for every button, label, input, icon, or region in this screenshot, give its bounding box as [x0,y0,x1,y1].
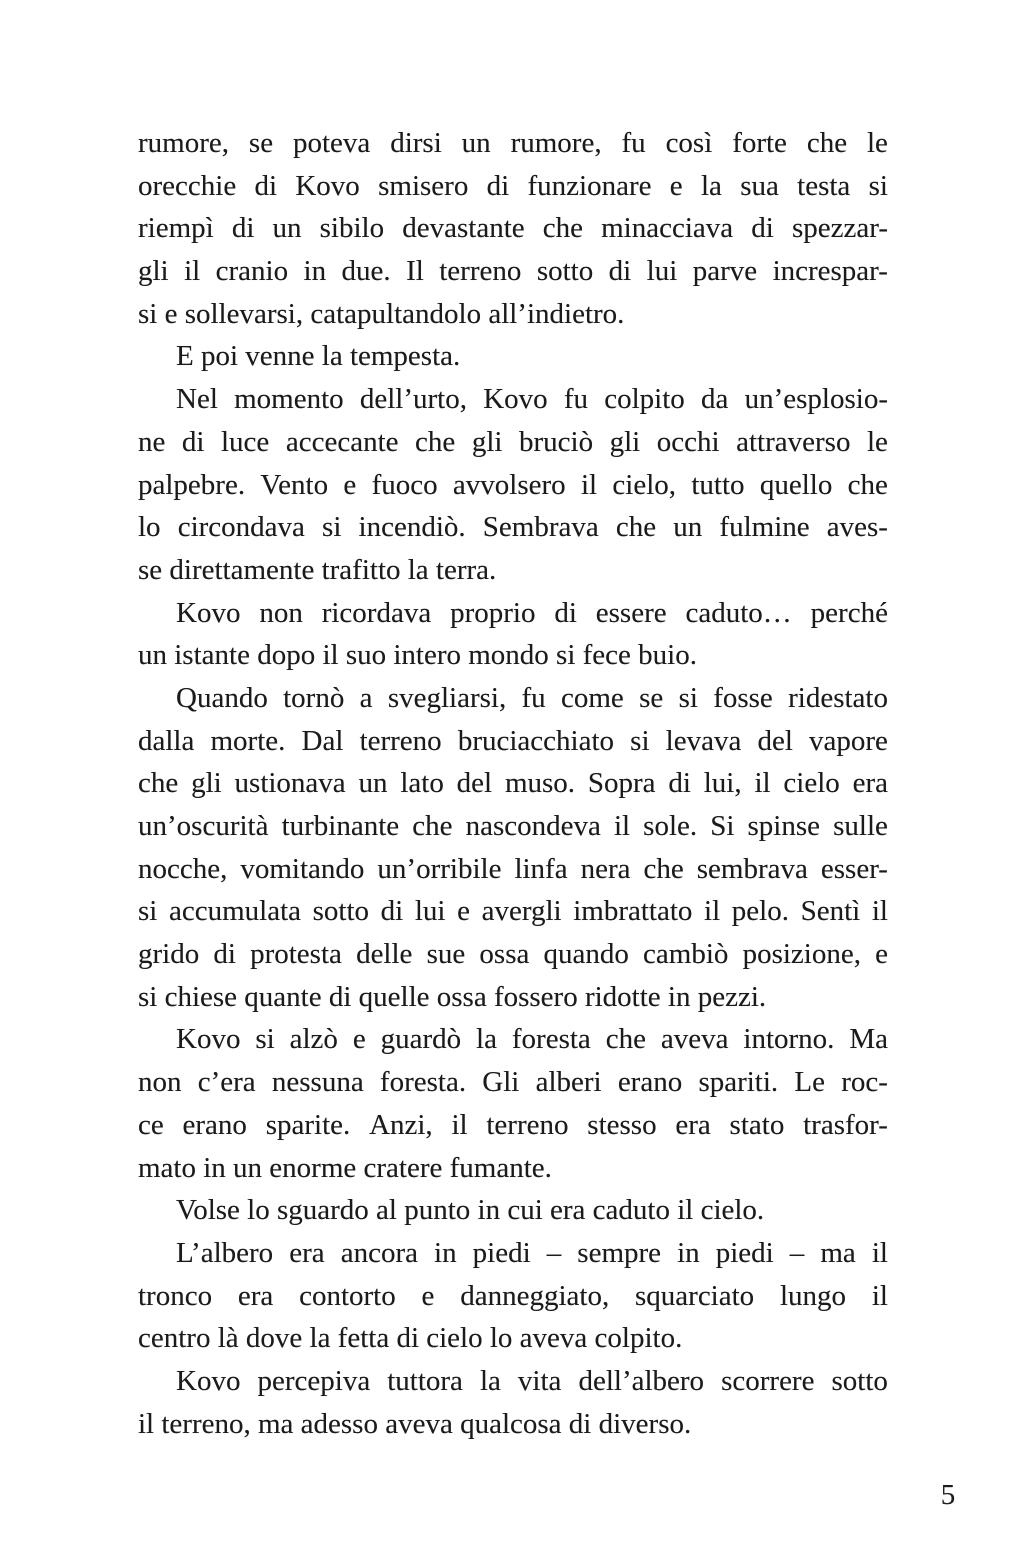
text-line: Kovo si alzò e guardò la foresta che aveva intorno. Ma [176,1023,888,1056]
text-line: L’albero era ancora in piedi – sempre in piedi – ma il [176,1236,888,1269]
text-line: centro là dove la fetta di cielo lo aveva colpito. [138,1322,683,1355]
text-line: Quando tornò a svegliarsi, fu come se si fosse ridestato [176,681,888,714]
text-line: un’oscurità turbinante che nascondeva il sole. Si spinse sulle [138,810,888,842]
text-line: orecchie di Kovo smisero di funzionare e la sua testa si [138,169,888,202]
text-line: Kovo percepiva tuttora la vita dell’albero scorrere sotto [176,1364,888,1397]
text-line: nocche, vomitando un’orribile linfa nera che sembrava esser- [138,852,888,885]
text-line: lo circondava si incendiò. Sembrava che un fulmine aves- [138,511,888,544]
text-line: che gli ustionava un lato del muso. Sopra di lui, il cielo era [138,767,888,800]
text-line: Kovo non ricordava proprio di essere caduto… perché [176,596,888,629]
text-line: ce erano sparite. Anzi, il terreno stesso era stato trasfor- [138,1108,888,1141]
text-line: il terreno, ma adesso aveva qualcosa di diverso. [138,1407,692,1440]
text-line: mato in un enorme cratere fumante. [138,1151,552,1184]
text-line: Nel momento dell’urto, Kovo fu colpito da un’esplosio- [176,383,888,416]
text-block [138,122,888,1445]
text-line: grido di protesta delle sue ossa quando cambiò posizione, e [138,938,888,971]
text-line: rumore, se poteva dirsi un rumore, fu così forte che le [138,127,888,159]
text-line: Volse lo sguardo al punto in cui era caduto il cielo. [176,1194,765,1227]
text-line: dalla morte. Dal terreno bruciacchiato si levava del vapore [138,724,888,757]
page-number: 5 [940,1479,956,1511]
text-line: ne di luce accecante che gli bruciò gli occhi attraverso le [138,425,888,458]
text-line: si accumulata sotto di lui e avergli imbrattato il pelo. Sentì il [138,895,888,928]
text-line: riempì di un sibilo devastante che minacciava di spezzar- [138,212,888,245]
text-line: un istante dopo il suo intero mondo si fece buio. [138,639,697,672]
text-line: non c’era nessuna foresta. Gli alberi erano spariti. Le roc- [138,1066,888,1099]
text-line: se direttamente trafitto la terra. [138,553,497,586]
text-line: E poi venne la tempesta. [176,340,461,373]
text-line: si chiese quante di quelle ossa fossero ridotte in pezzi. [138,980,767,1013]
text-line: tronco era contorto e danneggiato, squarciato lungo il [138,1279,888,1312]
text-line: palpebre. Vento e fuoco avvolsero il cielo, tutto quello che [138,468,888,501]
text-line: si e sollevarsi, catapultandolo all’indietro. [138,297,625,330]
text-line: gli il cranio in due. Il terreno sotto di lui parve increspar- [138,255,888,288]
